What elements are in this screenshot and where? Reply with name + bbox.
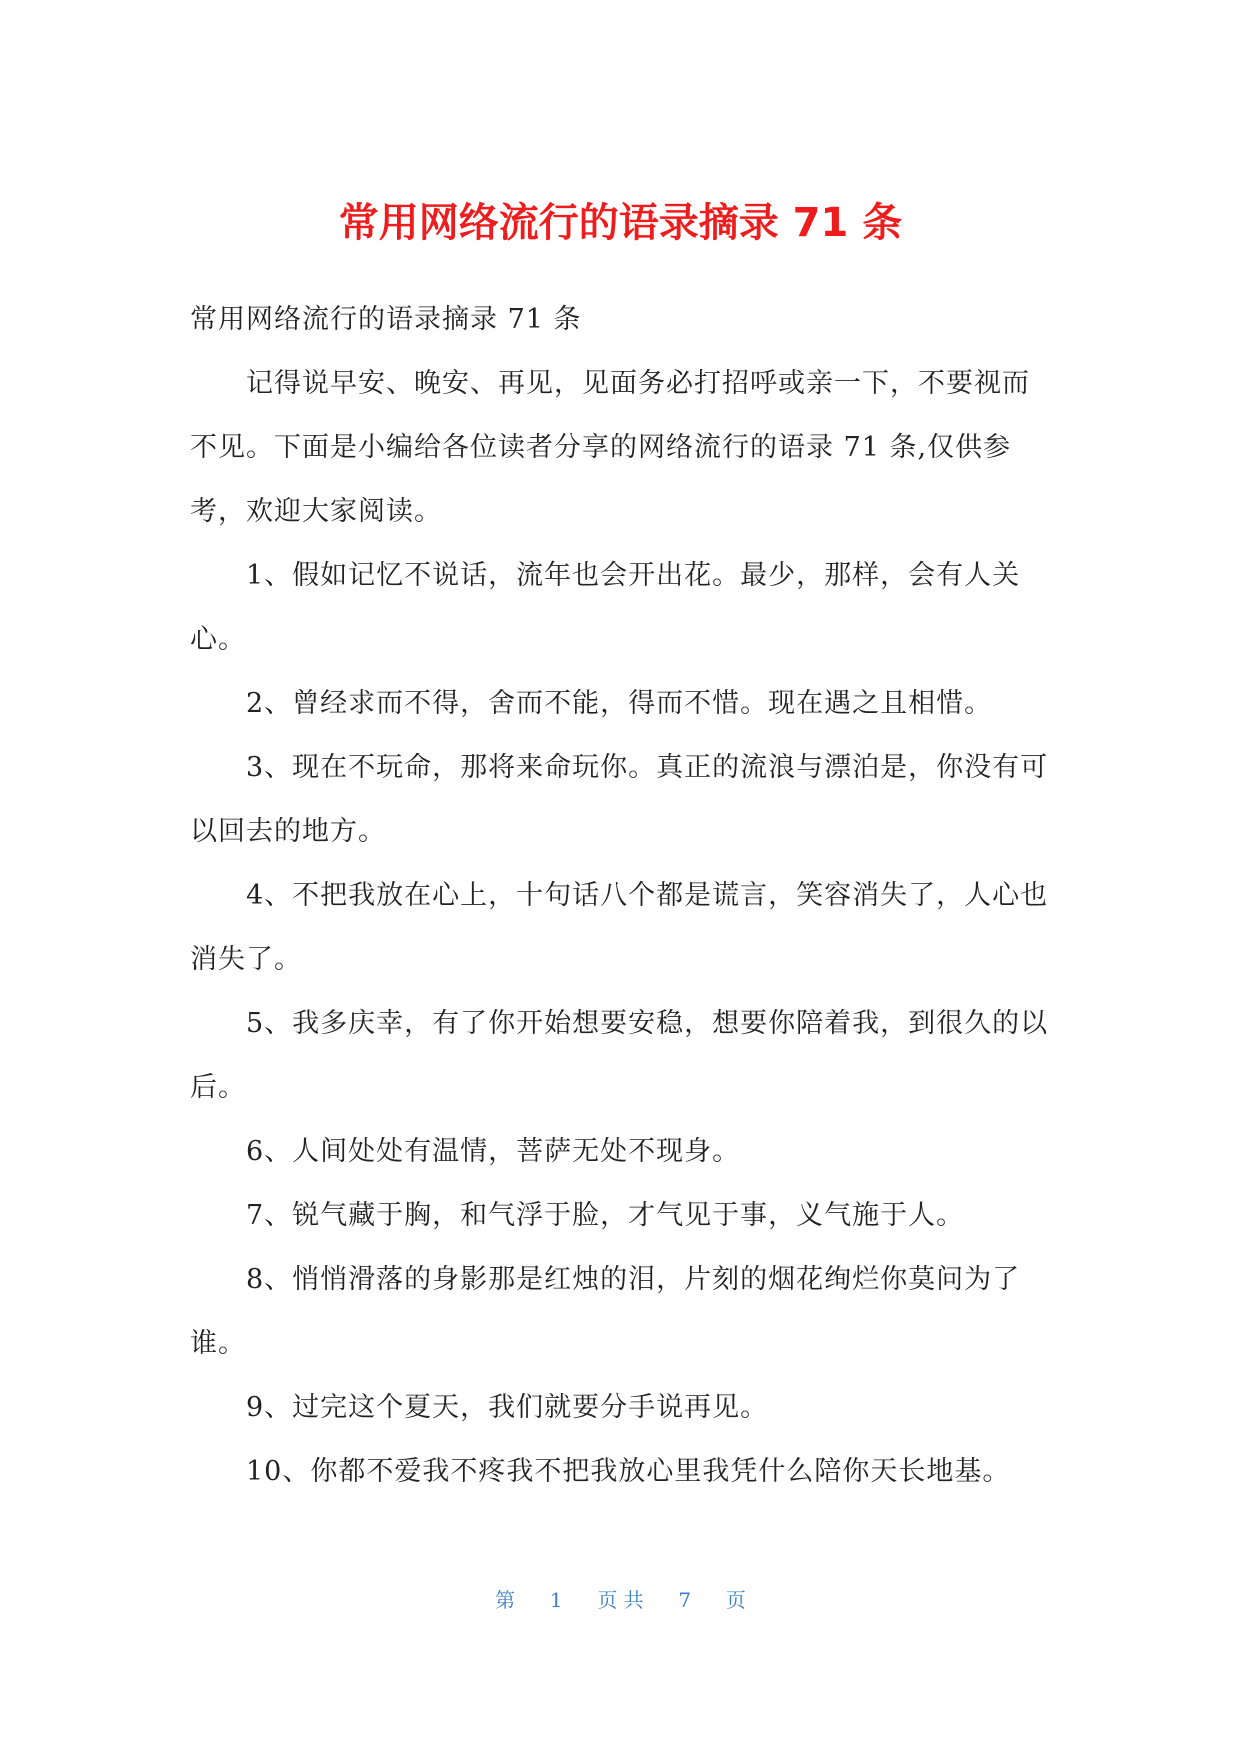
quote-item-7: 7、锐气藏于胸，和气浮于脸，才气见于事，义气施于人。 — [246, 1200, 965, 1231]
quote-item-4: 4、不把我放在心上，十句话八个都是谎言，笑容消失了，人心也消失了。 — [190, 880, 1049, 975]
document-subtitle: 常用网络流行的语录摘录 71 条 — [190, 304, 582, 335]
document-title: 常用网络流行的语录摘录 71 条 — [338, 200, 903, 246]
quote-item-10: 10、你都不爱我不疼我不把我放心里我凭什么陪你天长地基。 — [246, 1456, 1011, 1487]
footer-page-prefix: 第 — [495, 1588, 516, 1612]
page-footer — [0, 1585, 1241, 1615]
footer-page-suffix: 页 — [725, 1588, 746, 1612]
quote-item-5: 5、我多庆幸，有了你开始想要安稳，想要你陪着我，到很久的以后。 — [190, 1008, 1049, 1103]
footer-page-mid: 页 共 — [597, 1588, 644, 1612]
quote-item-2: 2、曾经求而不得，舍而不能，得而不惜。现在遇之且相惜。 — [246, 688, 993, 719]
quote-item-6: 6、人间处处有温情，菩萨无处不现身。 — [246, 1136, 741, 1167]
footer-current-page: 1 — [549, 1588, 563, 1612]
intro-paragraph: 记得说早安、晚安、再见，见面务必打招呼或亲一下，不要视而不见。下面是小编给各位读者分享的网络流行的语录 71 条,仅供参考，欢迎大家阅读。 — [190, 368, 1030, 527]
quote-item-8: 8、悄悄滑落的身影那是红烛的泪，片刻的烟花绚烂你莫问为了谁。 — [190, 1264, 1021, 1359]
quote-item-1: 1、假如记忆不说话，流年也会开出花。最少，那样，会有人关心。 — [190, 560, 1021, 655]
quote-item-9: 9、过完这个夏天，我们就要分手说再见。 — [246, 1392, 769, 1423]
document-body — [190, 288, 1050, 1504]
quote-item-3: 3、现在不玩命，那将来命玩你。真正的流浪与漂泊是，你没有可以回去的地方。 — [190, 752, 1049, 847]
footer-total-pages: 7 — [678, 1588, 692, 1612]
